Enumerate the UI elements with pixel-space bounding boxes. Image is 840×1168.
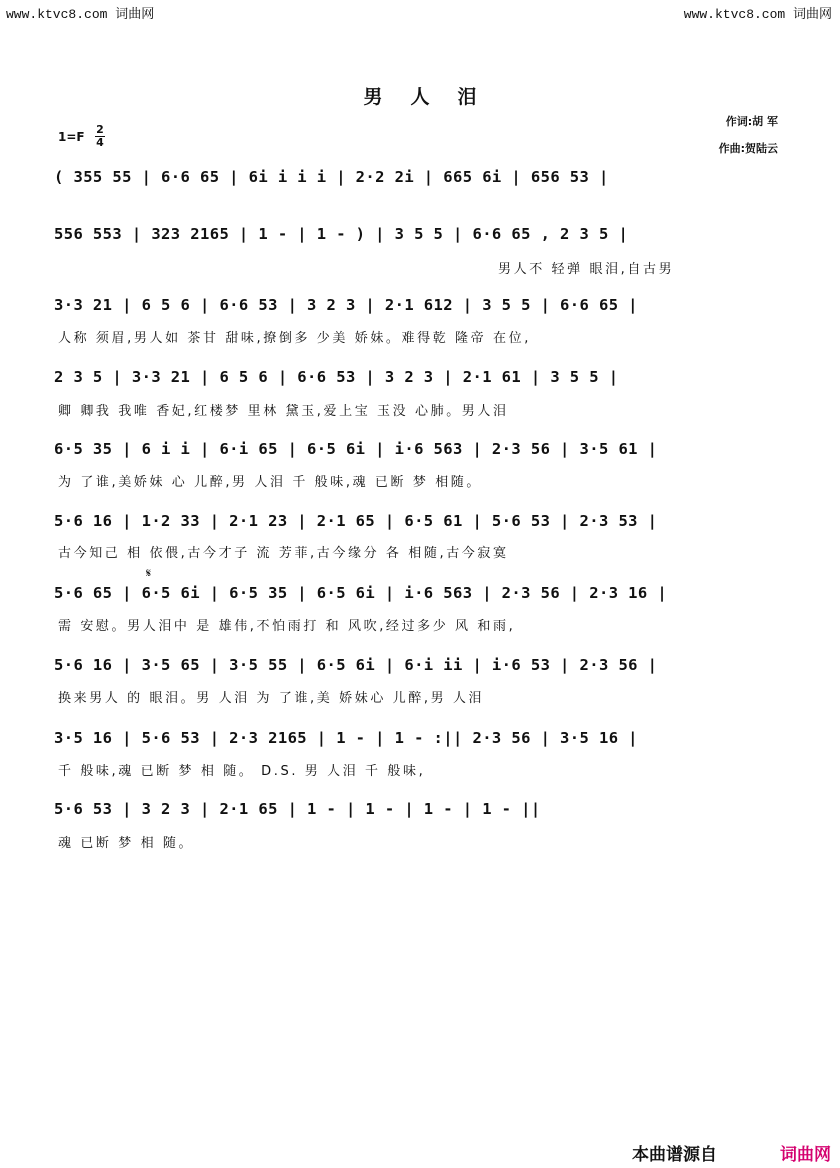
- notation-row-4: 2 3 5 | 3·3 21 | 6 5 6 | 6·6 53 | 3 2 3 | 2·1 61 | 3 5 5 |: [54, 368, 619, 386]
- lyricist-credit: 作词:胡 军: [725, 115, 778, 128]
- lyric-row-7: 需 安慰。男人泪中 是 雄伟,不怕雨打 和 风吹,经过多少 风 和雨,: [58, 619, 516, 633]
- notation-row-2: 556 553 | 323 2165 | 1 - | 1 - ) | 3 5 5 | 6·6 65 , 2 3 5 |: [54, 225, 629, 243]
- notation-row-1: ( 355 55 | 6·6 65 | 6i i i i | 2·2 2i | 665 6i | 656 53 |: [54, 168, 609, 186]
- composer-credit: 作曲:贺陆云: [718, 142, 778, 155]
- notation-row-8: 5·6 16 | 3·5 65 | 3·5 55 | 6·5 6i | 6·i ii | i·6 53 | 2·3 56 |: [54, 656, 658, 674]
- watermark-right: www.ktvc8.com 词曲网: [683, 7, 832, 22]
- song-title: 男人泪: [363, 86, 505, 108]
- lyric-row-10: 魂 已断 梦 相 随。: [58, 836, 195, 850]
- lyric-row-6: 古今知己 相 依偎,古今才子 流 芳菲,古今缘分 各 相随,古今寂寞: [58, 546, 509, 560]
- notation-row-5: 6·5 35 | 6 i i | 6·i 65 | 6·5 6i | i·6 563 | 2·3 56 | 3·5 61 |: [54, 440, 658, 458]
- footer-logo: 词曲网: [780, 1145, 831, 1165]
- segno-sign: 𝄋: [146, 566, 152, 580]
- lyric-row-1: [58, 190, 783, 208]
- time-denominator: 4: [96, 136, 104, 149]
- notation-row-10: 5·6 53 | 3 2 3 | 2·1 65 | 1 - | 1 - | 1 - | 1 - ||: [54, 800, 541, 818]
- lyric-row-9: 千 般味,魂 已断 梦 相 随。 D.S. 男 人泪 千 般味,: [58, 764, 426, 778]
- lyric-row-3: 人称 须眉,男人如 茶甘 甜味,撩倒多 少美 娇妹。难得乾 隆帝 在位,: [58, 331, 531, 345]
- key-signature: 1=F: [58, 130, 85, 144]
- notation-row-9: 3·5 16 | 5·6 53 | 2·3 2165 | 1 - | 1 - :|| 2·3 56 | 3·5 16 |: [54, 729, 638, 747]
- lyric-row-4: 卿 卿我 我唯 香妃,红楼梦 里林 黛玉,爱上宝 玉没 心肺。男人泪: [58, 404, 509, 418]
- notation-row-6: 5·6 16 | 1·2 33 | 2·1 23 | 2·1 65 | 6·5 61 | 5·6 53 | 2·3 53 |: [54, 512, 658, 530]
- notation-row-7: 5·6 65 | 6·5 6i | 6·5 35 | 6·5 6i | i·6 563 | 2·3 56 | 2·3 16 |: [54, 584, 668, 602]
- notation-row-3: 3·3 21 | 6 5 6 | 6·6 53 | 3 2 3 | 2·1 612 | 3 5 5 | 6·6 65 |: [54, 296, 638, 314]
- time-signature: [95, 124, 105, 149]
- lyric-row-5: 为 了谁,美娇妹 心 儿醉,男 人泪 千 般味,魂 已断 梦 相随。: [58, 475, 482, 489]
- lyric-row-8: 换来男人 的 眼泪。男 人泪 为 了谁,美 娇妹心 儿醉,男 人泪: [58, 691, 485, 705]
- lyric-row-2: 男人不 轻弹 眼泪,自古男: [498, 262, 675, 276]
- footer-source-text: 本曲谱源自: [632, 1145, 717, 1165]
- time-numerator: 2: [96, 123, 104, 136]
- watermark-left: www.ktvc8.com 词曲网: [6, 7, 155, 22]
